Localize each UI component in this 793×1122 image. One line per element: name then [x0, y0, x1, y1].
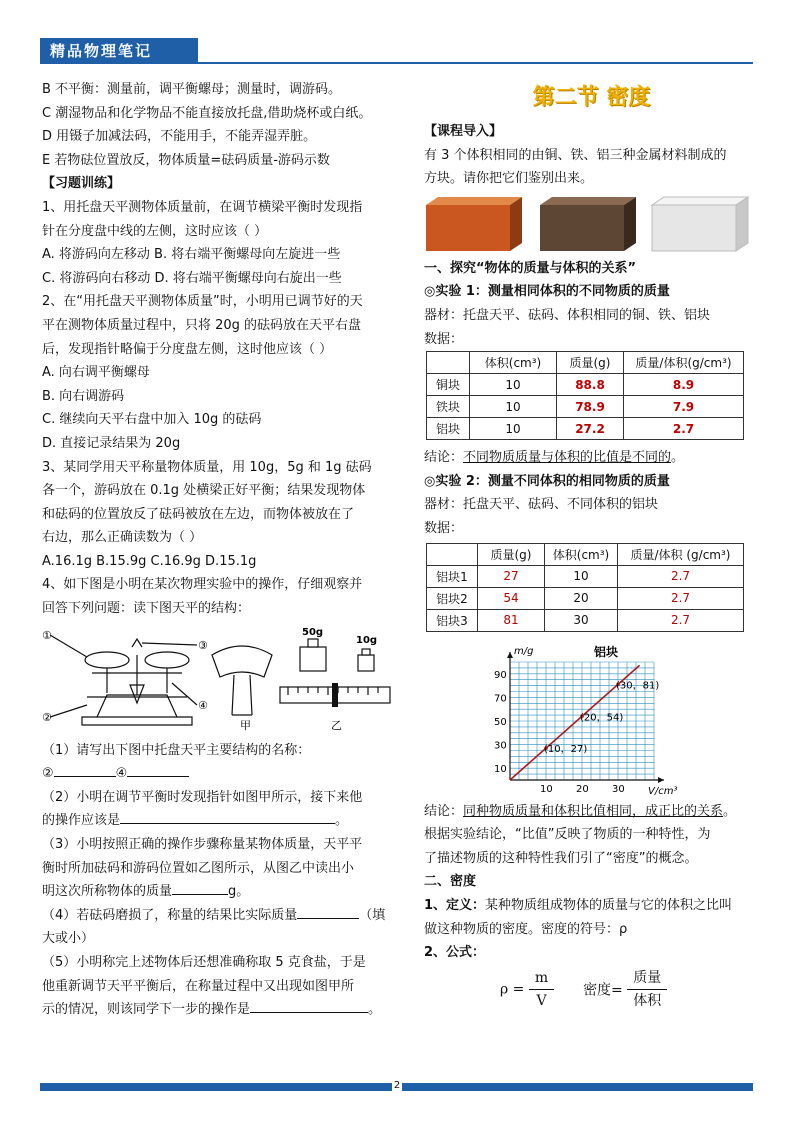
table-row [427, 565, 744, 587]
cell: 10 [545, 565, 618, 587]
table-row [427, 374, 744, 396]
cell: 54 [478, 587, 545, 609]
sub2-line-b [42, 809, 392, 833]
q3-line: 和砝码的位置放反了砝码被放在左边，而物体被放在了 [42, 506, 355, 522]
y-axis-label: m/g [514, 645, 534, 657]
cell: 20 [545, 587, 618, 609]
cell: 2.7 [618, 587, 744, 609]
q1-line: 1、用托盘天平测物体质量前，在调节横梁平衡时发现指 [42, 199, 363, 215]
data-label: 数据： [424, 520, 464, 536]
para-line: 了描述物质的这种特性我们引了“密度”的概念。 [424, 850, 698, 866]
table-row [427, 587, 744, 609]
intro-line: 方块。请你把它们鉴别出来。 [424, 171, 594, 187]
cell: 铝块 [427, 418, 470, 440]
cell: 7.9 [624, 396, 744, 418]
cell: 铁块 [427, 396, 470, 418]
cell: 铝块1 [427, 565, 478, 587]
right-column [424, 78, 759, 1012]
cell: 27.2 [557, 418, 624, 440]
denominator-volume: 体积 [633, 992, 662, 1009]
x-axis-label: V/cm³ [648, 785, 678, 797]
cell: 10 [470, 418, 557, 440]
metal-blocks-svg [424, 195, 759, 255]
x-axis-arrow [658, 777, 664, 783]
sub5-line: （5）小明称完上述物体后还想准确称取 5 克食盐，于是 [42, 955, 366, 970]
q1-line: 针在分度盘中线的左侧，这时应该（ ） [42, 223, 268, 239]
y-tick-label: 90 [494, 669, 507, 681]
fig-jia-label: 甲 [240, 718, 251, 732]
table-1 [426, 351, 744, 440]
y-tick-label: 10 [494, 763, 507, 775]
cell: 8.9 [624, 374, 744, 396]
cell: 27 [478, 565, 545, 587]
denominator-v: V [536, 992, 547, 1009]
sub5-text: 示的情况，则该同学下一步的操作是 [42, 1002, 251, 1018]
sub5-line-c [42, 998, 392, 1022]
x-tick-label: 20 [576, 783, 589, 795]
y-tick-label: 50 [494, 716, 507, 728]
th [427, 543, 478, 565]
table-row [427, 418, 744, 440]
x-tick-label: 10 [540, 783, 553, 795]
sub4-blank[interactable] [297, 904, 359, 919]
data-label: (30，81) [616, 679, 660, 691]
blank-label-2: ② [42, 766, 54, 782]
rho-symbol: ρ = [500, 981, 525, 998]
blank-label-4: ④ [115, 766, 128, 782]
aluminum-chart [424, 640, 759, 800]
exercise-title: 【习题训练】 [42, 176, 121, 192]
balance-label-2: ② [42, 710, 52, 724]
th: 体积(cm³) [545, 543, 618, 565]
sub4-line [42, 904, 392, 928]
header-rule [198, 62, 753, 64]
metal-blocks [424, 195, 759, 257]
table-2 [426, 543, 744, 632]
conclusion-1 [424, 446, 759, 470]
sub2-text: 的操作应该是 [42, 813, 121, 829]
weight-10g-label: 10g [356, 634, 378, 646]
sub3-line: 衡时所加砝码和游码位置如乙图所示，从图乙中读出小 [42, 860, 355, 876]
conclusion-2 [424, 800, 759, 824]
header-badge: 精品物理笔记 [40, 38, 198, 64]
q2-line: 后，发现指针略偏于分度盘左侧，这时他应该（ ） [42, 341, 333, 357]
balance-label-3: ③ [198, 638, 208, 652]
sub5-blank[interactable] [250, 998, 368, 1013]
cell: 2.7 [618, 609, 744, 631]
th: 质量/体积(g/cm³) [624, 352, 744, 374]
note-line: B 不平衡：测量前，调平衡螺母；测量时，调游码。 [42, 82, 342, 97]
q2-option: D. 直接记录结果为 20g [42, 435, 181, 451]
period: 。 [723, 803, 737, 819]
th: 质量(g) [557, 352, 624, 374]
sub1-blanks [42, 762, 392, 786]
cell: 2.7 [618, 565, 744, 587]
q2-line: 平在测物体质量过程中，只将 20g 的砝码放在天平右盘 [42, 317, 362, 333]
sub1-line: （1）请写出下图中托盘天平主要结构的名称： [42, 742, 311, 758]
period: 。 [671, 450, 685, 466]
definition-line [424, 894, 759, 918]
weight-50g-label: 50g [302, 626, 324, 638]
numerator-mass: 质量 [627, 967, 667, 990]
cell: 78.9 [557, 396, 624, 418]
sub4-text2: （填 [359, 907, 386, 923]
q2-line: 2、在“用托盘天平测物体质量”时，小明用已调节好的天 [42, 294, 363, 310]
q4-line: 回答下列问题：读下图天平的结构： [42, 601, 251, 617]
cell: 81 [478, 609, 545, 631]
rider-marker [332, 683, 338, 707]
cell: 铜块 [427, 374, 470, 396]
exp2-title: ◎实验 2：测量不同体积的相同物质的质量 [424, 473, 670, 489]
q3-options: A.16.1g B.15.9g C.16.9g D.15.1g [42, 553, 257, 569]
section-1: 一、探究“物体的质量与体积的关系” [424, 260, 637, 276]
sub4-text: （4）若砝码磨损了，称量的结果比实际质量 [42, 907, 298, 923]
chart-title: 铝块 [594, 644, 619, 659]
fraction-mv [529, 967, 554, 1012]
fraction-words [627, 967, 667, 1012]
sub4-line-b: 大或小） [42, 931, 95, 947]
blank-2[interactable] [54, 762, 116, 777]
table-row [427, 609, 744, 631]
formula-label: 2、公式： [424, 945, 486, 961]
q3-line: 3、某同学用天平称量物体质量，用 10g，5g 和 1g 砝码 [42, 459, 372, 475]
exp1-equipment: 器材：托盘天平、砝码、体积相同的铜、铁、铝块 [424, 307, 711, 323]
balance-figure [42, 625, 392, 735]
th: 体积(cm³) [470, 352, 557, 374]
q1-option: C. 将游码向右移动 D. 将右端平衡螺母向右旋出一些 [42, 270, 342, 286]
section-2: 二、密度 [424, 874, 477, 890]
definition-text: 某种物质组成物体的质量与它的体积之比叫 [485, 897, 733, 913]
q3-line: 各一个，游码放在 0.1g 处横梁正好平衡；结果发现物体 [42, 483, 366, 499]
exp1-title: ◎实验 1：测量相同体积的不同物质的质量 [424, 284, 670, 300]
q2-option: B. 向右调游码 [42, 388, 125, 404]
sub5-line: 他重新调节天平平衡后，在称量过程中又出现如图甲所 [42, 978, 355, 994]
y-tick-label: 70 [494, 692, 507, 704]
definition-label: 1、定义： [424, 897, 486, 913]
conclusion-prefix: 结论： [424, 450, 464, 466]
table-row [427, 396, 744, 418]
q2-option: C. 继续向天平右盘中加入 10g 的砝码 [42, 412, 262, 428]
para-line: 根据实验结论，“比值”反映了物质的一种特性，为 [424, 827, 711, 843]
q3-line: 右边，那么正确读数为（ ） [42, 530, 203, 546]
period: 。 [368, 1002, 382, 1018]
cell: 88.8 [557, 374, 624, 396]
density-word: 密度= [583, 982, 623, 999]
conclusion-text: 不同物质质量与体积的比值是不同的 [463, 450, 672, 466]
sub3-text: 明这次所称物体的质量 [42, 884, 173, 900]
table-1-header [427, 352, 744, 374]
sub3-line: （3）小明按照正确的操作步骤称量某物体质量，天平平 [42, 837, 363, 853]
y-tick-label: 30 [494, 740, 507, 752]
intro-title: 【课程导入】 [424, 124, 503, 139]
numerator-m: m [529, 967, 554, 990]
left-column [42, 78, 392, 1022]
conclusion-prefix: 结论： [424, 803, 464, 819]
note-line: D 用镊子加减法码，不能用手，不能弄湿弄脏。 [42, 129, 317, 145]
x-tick-label: 30 [612, 783, 625, 795]
cell: 2.7 [624, 418, 744, 440]
intro-line: 有 3 个体积相同的由铜、铁、铝三种金属材料制成的 [424, 147, 727, 163]
balance-label-1: ① [42, 628, 52, 642]
sub3-blank[interactable] [172, 880, 228, 895]
table-2-header [427, 543, 744, 565]
page-number: 2 [393, 1080, 401, 1091]
cell: 铝块2 [427, 587, 478, 609]
blank-4[interactable] [127, 762, 189, 777]
conclusion-text: 同种物质质量和体积比值相同，成正比的关系 [463, 803, 724, 819]
sub3-line-c [42, 880, 392, 904]
data-label: 数据： [424, 331, 464, 347]
period: 。 [335, 813, 349, 829]
formula [424, 967, 759, 1012]
cell: 10 [470, 396, 557, 418]
th: 质量(g) [478, 543, 545, 565]
fig-yi-label: 乙 [331, 718, 342, 732]
q2-option: A. 向右调平衡螺母 [42, 365, 150, 381]
sub3-unit: g。 [228, 884, 250, 900]
definition-line-2: 做这种物质的密度。密度的符号：ρ [424, 921, 628, 937]
q4-line: 4、如下图是小明在某次物理实验中的操作，仔细观察并 [42, 577, 363, 593]
cell: 30 [545, 609, 618, 631]
cell: 铝块3 [427, 609, 478, 631]
q1-option: A. 将游码向左移动 B. 将右端平衡螺母向左旋进一些 [42, 247, 341, 263]
balance-label-4: ④ [198, 698, 208, 712]
section-title: 第二节 密度 [532, 85, 651, 110]
y-axis-arrow [507, 652, 513, 658]
cell: 10 [470, 374, 557, 396]
sub2-line: （2）小明在调节平衡时发现指针如图甲所示，接下来他 [42, 789, 363, 805]
note-line: E 若物砝位置放反，物体质量=砝码质量-游码示数 [42, 152, 330, 168]
sub2-blank[interactable] [120, 809, 335, 824]
data-label: (20，54) [580, 711, 624, 723]
exp2-equipment: 器材：托盘天平、砝码、不同体积的铝块 [424, 497, 659, 513]
data-label: (10，27) [544, 743, 588, 755]
th [427, 352, 470, 374]
th: 质量/体积 (g/cm³) [618, 543, 744, 565]
note-line: C 潮湿物品和化学物品不能直接放托盘,借助烧杯或白纸。 [42, 105, 372, 121]
